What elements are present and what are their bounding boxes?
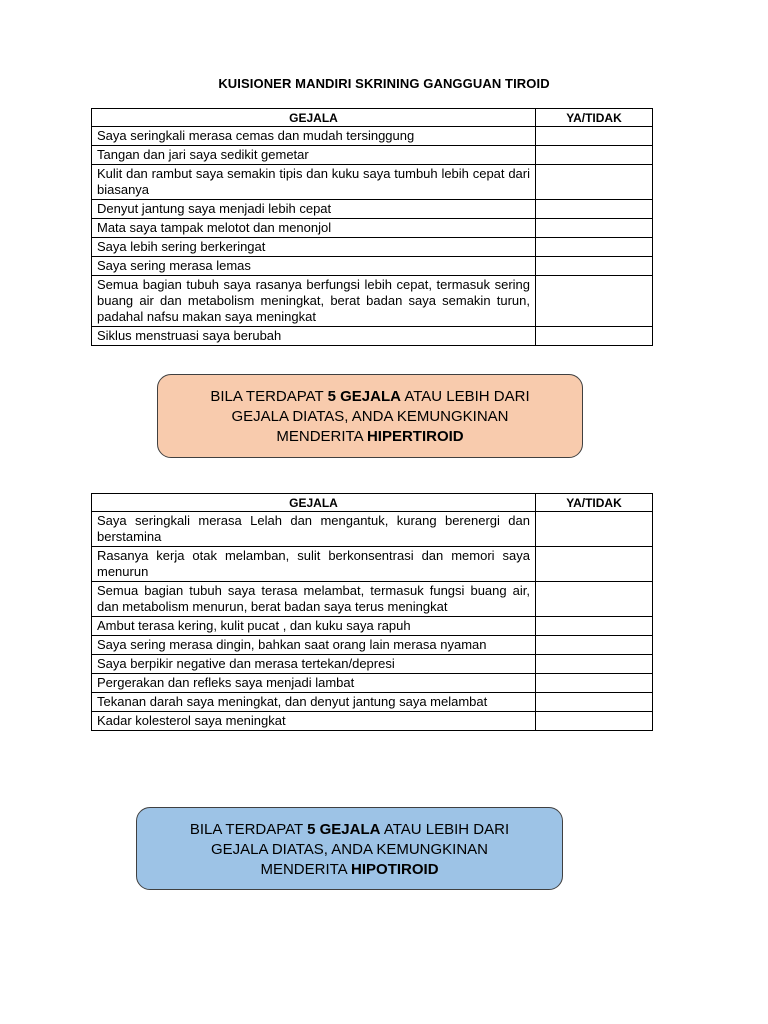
answer-cell[interactable] xyxy=(536,127,653,146)
table-row xyxy=(92,327,653,346)
symptom-cell: Saya seringkali merasa Lelah dan mengantuk, kurang berenergi dan berstamina xyxy=(92,512,536,547)
table-row xyxy=(92,617,653,636)
answer-column-header: YA/TIDAK xyxy=(536,109,653,127)
symptom-cell: Saya lebih sering berkeringat xyxy=(92,238,536,257)
symptom-cell: Siklus menstruasi saya berubah xyxy=(92,327,536,346)
symptom-cell: Pergerakan dan refleks saya menjadi lambat xyxy=(92,674,536,693)
table-row xyxy=(92,582,653,617)
answer-cell[interactable] xyxy=(536,165,653,200)
table-header-row xyxy=(92,494,653,512)
answer-cell[interactable] xyxy=(536,547,653,582)
diagnosis-label: HIPERTIROID xyxy=(366,428,464,445)
answer-cell[interactable] xyxy=(536,512,653,547)
answer-cell[interactable] xyxy=(536,582,653,617)
answer-cell[interactable] xyxy=(536,674,653,693)
symptom-cell: Saya sering merasa dingin, bahkan saat orang lain merasa nyaman xyxy=(92,636,536,655)
answer-cell[interactable] xyxy=(536,146,653,165)
answer-cell[interactable] xyxy=(536,200,653,219)
table-row xyxy=(92,636,653,655)
answer-cell[interactable] xyxy=(536,327,653,346)
symptom-cell: Tekanan darah saya meningkat, dan denyut jantung saya melambat xyxy=(92,693,536,712)
table-row xyxy=(92,693,653,712)
result-line-2: GEJALA DIATAS, ANDA KEMUNGKINAN xyxy=(231,408,509,425)
symptom-cell: Saya seringkali merasa cemas dan mudah tersinggung xyxy=(92,127,536,146)
table-row xyxy=(92,276,653,327)
symptom-cell: Ambut terasa kering, kulit pucat , dan kuku saya rapuh xyxy=(92,617,536,636)
table-row xyxy=(92,257,653,276)
result-line-1: BILA TERDAPAT 5 GEJALA ATAU LEBIH DARI xyxy=(210,388,530,405)
symptom-cell: Semua bagian tubuh saya terasa melambat, termasuk fungsi buang air, dan metabolism menurun, berat badan saya terus meningkat xyxy=(92,582,536,617)
table-row xyxy=(92,512,653,547)
symptom-cell: Saya sering merasa lemas xyxy=(92,257,536,276)
table-header-row xyxy=(92,109,653,127)
table-row xyxy=(92,712,653,731)
symptom-column-header: GEJALA xyxy=(92,494,536,512)
result-line-1: BILA TERDAPAT 5 GEJALA ATAU LEBIH DARI xyxy=(189,821,510,838)
answer-column-header: YA/TIDAK xyxy=(536,494,653,512)
symptom-cell: Saya berpikir negative dan merasa tertekan/depresi xyxy=(92,655,536,674)
result-line-2: GEJALA DIATAS, ANDA KEMUNGKINAN xyxy=(210,841,489,858)
symptom-cell: Tangan dan jari saya sedikit gemetar xyxy=(92,146,536,165)
result-line-3: MENDERITA HIPOTIROID xyxy=(260,861,439,878)
table-row xyxy=(92,219,653,238)
table-row xyxy=(92,127,653,146)
table-row xyxy=(92,547,653,582)
diagnosis-label: HIPOTIROID xyxy=(351,861,439,878)
table-row xyxy=(92,200,653,219)
table-row xyxy=(92,674,653,693)
symptom-cell: Kulit dan rambut saya semakin tipis dan kuku saya tumbuh lebih cepat dari biasanya xyxy=(92,165,536,200)
table-row xyxy=(92,165,653,200)
table-row xyxy=(92,146,653,165)
answer-cell[interactable] xyxy=(536,617,653,636)
hyperthyroid-result-box xyxy=(157,374,583,458)
symptom-cell: Semua bagian tubuh saya rasanya berfungsi lebih cepat, termasuk sering buang air dan metabolism meningkat, berat badan saya semakin turun, padahal nafsu makan saya meningkat xyxy=(92,276,536,327)
answer-cell[interactable] xyxy=(536,219,653,238)
symptom-cell: Denyut jantung saya menjadi lebih cepat xyxy=(92,200,536,219)
symptom-cell: Kadar kolesterol saya meningkat xyxy=(92,712,536,731)
hyperthyroid-symptom-table xyxy=(91,108,653,346)
answer-cell[interactable] xyxy=(536,712,653,731)
page-title: KUISIONER MANDIRI SKRINING GANGGUAN TIROID xyxy=(218,76,550,91)
answer-cell[interactable] xyxy=(536,238,653,257)
result-line-3: MENDERITA HIPERTIROID xyxy=(276,428,464,445)
answer-cell[interactable] xyxy=(536,636,653,655)
symptom-cell: Mata saya tampak melotot dan menonjol xyxy=(92,219,536,238)
answer-cell[interactable] xyxy=(536,257,653,276)
symptom-column-header: GEJALA xyxy=(92,109,536,127)
answer-cell[interactable] xyxy=(536,693,653,712)
symptom-cell: Rasanya kerja otak melamban, sulit berkonsentrasi dan memori saya menurun xyxy=(92,547,536,582)
answer-cell[interactable] xyxy=(536,655,653,674)
answer-cell[interactable] xyxy=(536,276,653,327)
hypothyroid-result-box xyxy=(136,807,563,890)
table-row xyxy=(92,655,653,674)
hypothyroid-symptom-table xyxy=(91,493,653,731)
table-row xyxy=(92,238,653,257)
